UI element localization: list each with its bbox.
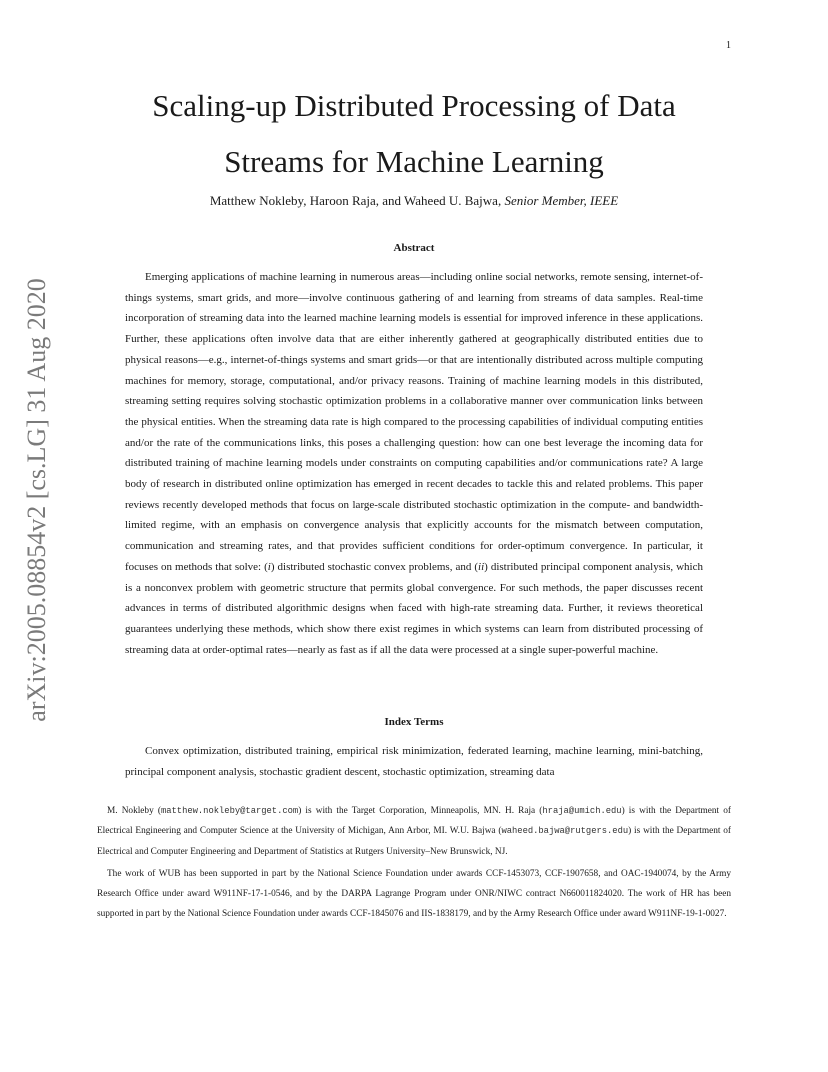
footnote-text: ) is with the Department of Electrical and Computer Engineering and Department of Statistics at Rutgers University–New Brunswick, NJ. [97,826,731,857]
author-membership: Senior Member, IEEE [504,193,619,208]
abstract-text [125,267,703,660]
author-names: Matthew Nokleby, Haroon Raja, and Waheed U. Bajwa, [209,193,505,208]
abstract-text-part: ) distributed stochastic convex problems, and ( [270,560,479,573]
footnote-text: ) is with the Target Corporation, Minneapolis, MN. H. Raja ( [298,806,543,816]
page-number: 1 [726,40,731,51]
email-link[interactable]: waheed.bajwa@rutgers.edu [501,826,629,837]
footnotes [97,801,731,927]
abstract-text-part: ) distributed principal component analysis, which is a nonconvex problem with geometric structure that permits global convergence. For such methods, the paper discusses recent advances in terms of distributed algorithmic designs when faced with high-rate streaming data. Further, it reviews theoretical guarantees underlying these methods, which show there exist regimes in which systems can learn from distributed processing of streaming data at order-optimal rates—nearly as fast as if all the data were processed at a single super-powerful machine. [125,560,703,656]
abstract-heading: Abstract [393,242,435,254]
funding-footnote: The work of WUB has been supported in part by the National Science Foundation under awards CCF-1453073, CCF-1907658, and OAC-1940074, by the Army Research Office under award W911NF-17-1-0546, and by the DARPA Lagrange Program under ONR/NIWC contract N660011824020. The work of HR has been supported in part by the National Science Foundation under awards CCF-1845076 and IIS-1838179, and by the Army Research Office under award W911NF-19-1-0027. [97,868,731,920]
email-link[interactable]: matthew.nokleby@target.com [160,806,299,816]
footnote-text: M. Nokleby ( [107,806,161,816]
list-marker-ii: ii [478,560,485,573]
footnote-text: ) is with the Department of Electrical Engineering and Computer Science at the University of Michigan, Ann Arbor, MI. W.U. Bajwa ( [97,806,732,837]
index-terms-heading: Index Terms [384,716,444,728]
abstract-text-part: Emerging applications of machine learning in numerous areas—including online social networks, remote sensing, internet-of-things systems, smart grids, and more—involve continuous gathering of and learning from streams of data samples. Real-time incorporation of streaming data into the learned machine learning models is essential for improved inference in these applications. Further, these applications often involve data that are either inherently gathered at geographically distributed entities due to physical reasons—e.g., internet-of-things systems and smart grids—or that are intentionally distributed across multiple computing machines for memory, storage, computational, and/or privacy reasons. Training of machine learning models in this distributed, streaming setting requires solving stochastic optimization problems in a collaborative manner over communication links between the physical entities. When the streaming data rate is high compared to the processing capabilities of individual computing entities and/or the rate of the communications links, this poses a challenging question: how can one best leverage the incoming data for distributed training of machine learning models under constraints on computing capabilities and/or communications rate? A large body of research in distributed online optimization has emerged in recent decades to tackle this and related problems. This paper reviews recently developed methods that focus on large-scale distributed stochastic optimization in the compute- and bandwidth-limited regime, with an emphasis on convergence analysis that explicitly accounts for the mismatch between computation, communication and streaming rates, and that provides sufficient conditions for order-optimum convergence. In particular, it focuses on methods that solve: ( [125,271,703,573]
arxiv-identifier-stamp: arXiv:2005.08854v2 [cs.LG] 31 Aug 2020 [22,278,51,722]
affiliation-footnote [97,801,731,862]
email-link[interactable]: hraja@umich.edu [542,806,622,816]
index-terms-text: Convex optimization, distributed training, empirical risk minimization, federated learning, machine learning, mini-batching, principal component analysis, stochastic gradient descent, stochastic optimization, streaming data [125,745,703,778]
paper-title: Scaling-up Distributed Processing of Data Streams for Machine Learning [152,88,676,179]
list-marker-i: i [267,560,271,573]
author-line [100,193,728,209]
